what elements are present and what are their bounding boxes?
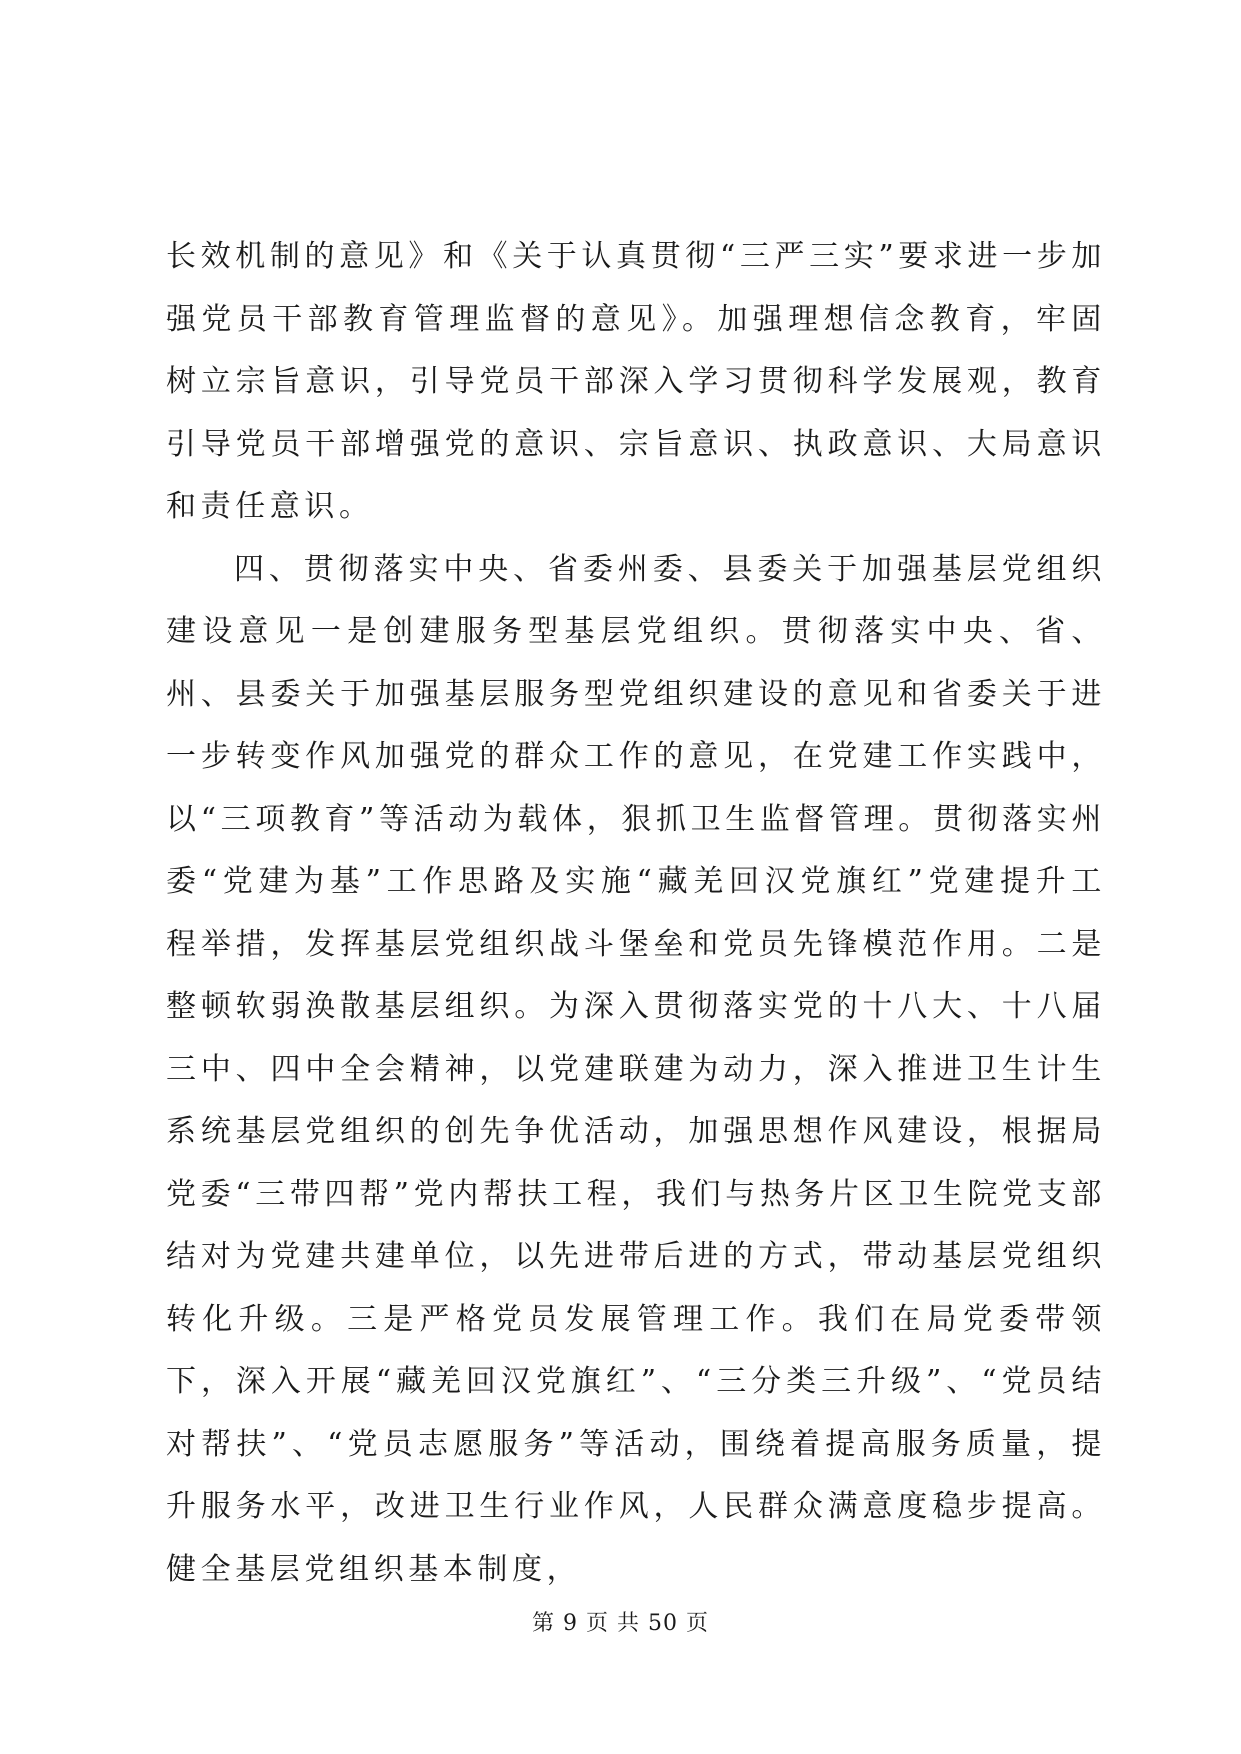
paragraph-1: 长效机制的意见》和《关于认真贯彻“三严三实”要求进一步加强党员干部教育管理监督的意见》。加强理想信念教育，牢固树立宗旨意识，引导党员干部深入学习贯彻科学发展观，教育引导党员干部增强党的意识、宗旨意识、执政意识、大局意识和责任意识。 <box>166 239 1106 524</box>
document-body <box>166 226 1106 1601</box>
paragraph-2: 四、贯彻落实中央、省委州委、县委关于加强基层党组织建设意见一是创建服务型基层党组织。贯彻落实中央、省、州、县委关于加强基层服务型党组织建设的意见和省委关于进一步转变作风加强党的群众工作的意见，在党建工作实践中，以“三项教育”等活动为载体，狠抓卫生监督管理。贯彻落实州委“党建为基”工作思路及实施“藏羌回汉党旗红”党建提升工程举措，发挥基层党组织战斗堡垒和党员先锋模范作用。二是整顿软弱涣散基层组织。为深入贯彻落实党的十八大、十八届三中、四中全会精神，以党建联建为动力，深入推进卫生计生系统基层党组织的创先争优活动，加强思想作风建设，根据局党委“三带四帮”党内帮扶工程，我们与热务片区卫生院党支部结对为党建共建单位，以先进带后进的方式，带动基层党组织转化升级。三是严格党员发展管理工作。我们在局党委带领下，深入开展“藏羌回汉党旗红”、“三分类三升级”、“党员结对帮扶”、“党员志愿服务”等活动，围绕着提高服务质量，提升服务水平，改进卫生行业作风，人民群众满意度稳步提高。健全基层党组织基本制度， <box>166 551 1106 1587</box>
page-number-footer: 第 9 页 共 50 页 <box>532 1611 709 1636</box>
